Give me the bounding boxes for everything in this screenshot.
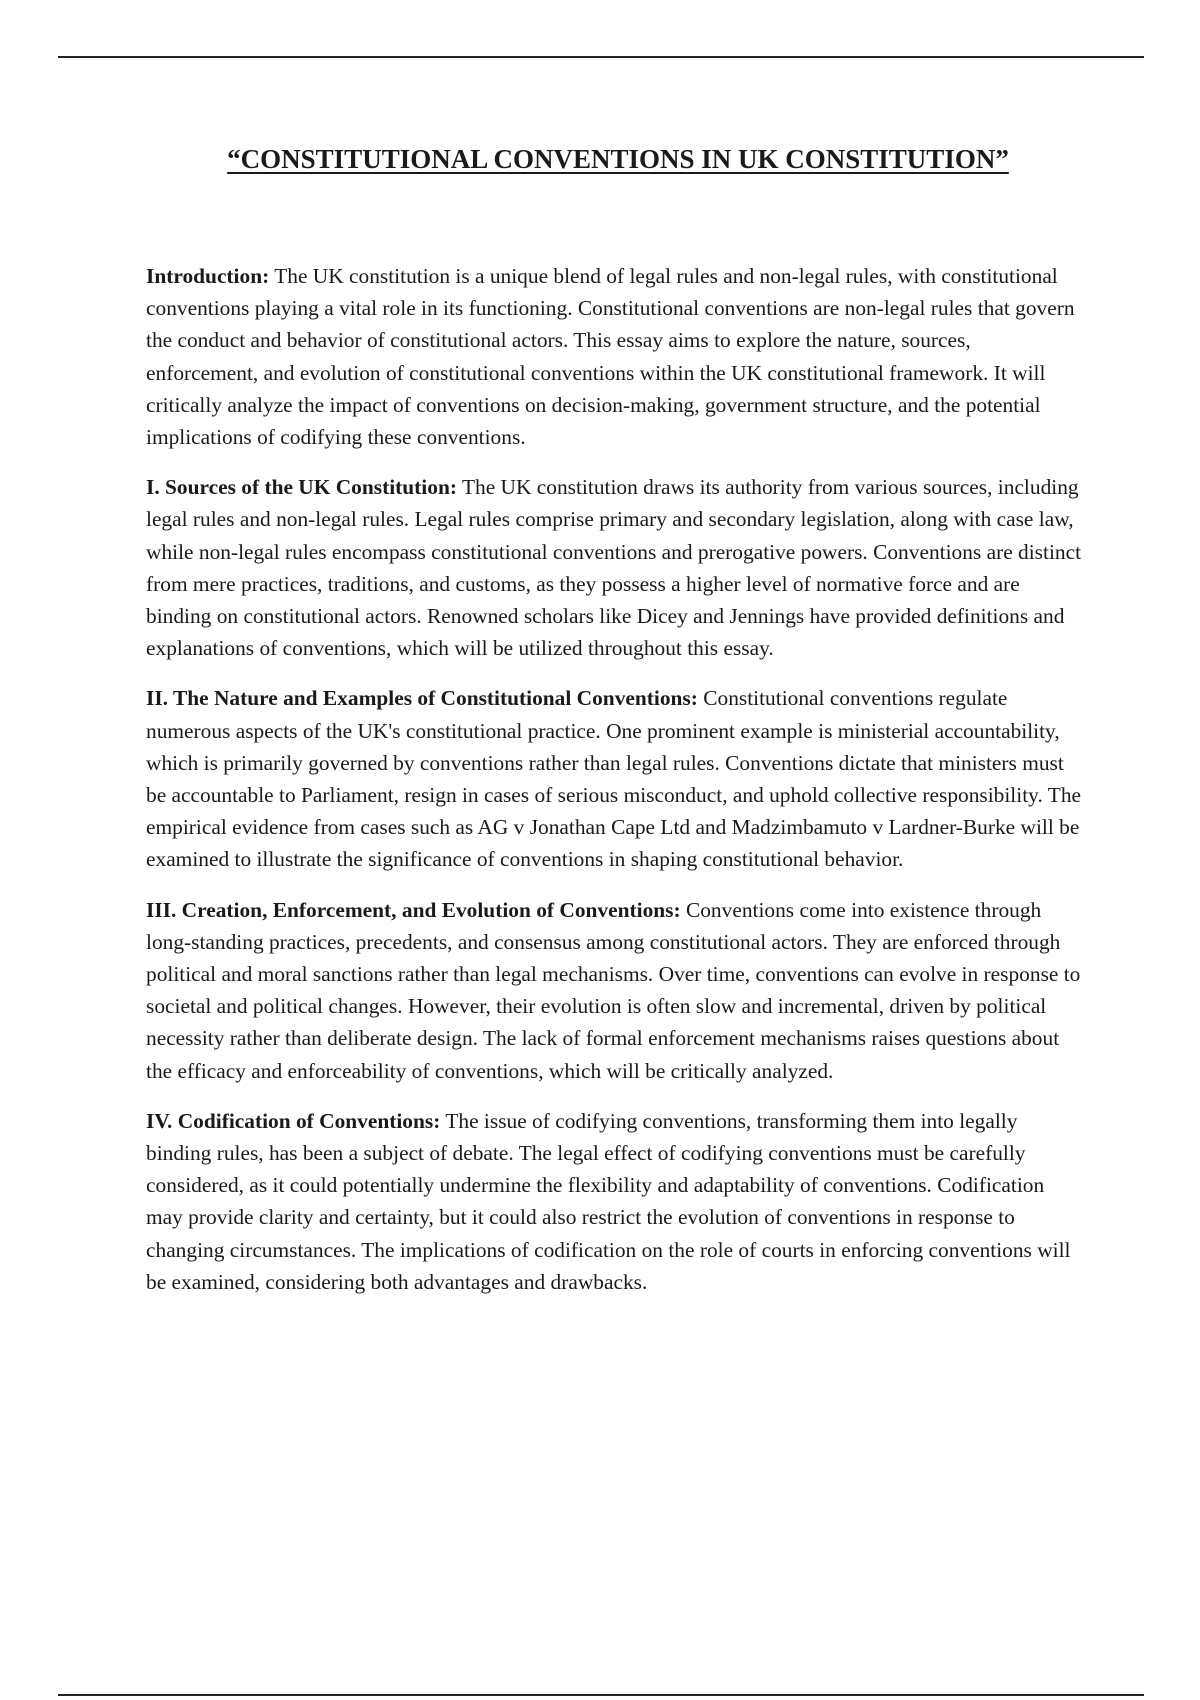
page-title — [0, 144, 1200, 175]
section-text: The UK constitution draws its authority from various sources, including legal rules and non-legal rules. Legal rules comprise primary and secondary legislation, along with case law, while non-legal rules encompass constitutional conventions and prerogative powers. Conventions are distinct from mere practices, traditions, and customs, as they possess a higher level of normative force and are binding on constitutional actors. Renowned scholars like Dicey and Jennings have provided definitions and explanations of conventions, which will be utilized throughout this essay. — [146, 475, 1082, 661]
essay-body — [146, 260, 1086, 1316]
section-text: Conventions come into existence through long-standing practices, precedents, and consensus among constitutional actors. They are enforced through political and moral sanctions rather than legal mechanisms. Over time, conventions can evolve in response to societal and political changes. However, their evolution is often slow and incremental, driven by political necessity rather than deliberate design. The lack of formal enforcement mechanisms raises questions about the efficacy and enforceability of conventions, which will be critically analyzed. — [146, 897, 1081, 1083]
section-text: Constitutional conventions regulate numerous aspects of the UK's constitutional practice. One prominent example is ministerial accountability, which is primarily governed by conventions rather than legal rules. Conventions dictate that ministers must be accountable to Parliament, resign in cases of serious misconduct, and uphold collective responsibility. The empirical evidence from cases such as AG v Jonathan Cape Ltd and Madzimbamuto v Lardner-Burke will be examined to illustrate the significance of conventions in shaping constitutional behavior. — [146, 686, 1082, 872]
section-nature-examples — [146, 682, 1086, 875]
section-heading: IV. Codification of Conventions: — [146, 1108, 441, 1133]
section-text: The issue of codifying conventions, transforming them into legally binding rules, has been a subject of debate. The legal effect of codifying conventions must be carefully considered, as it could potentially undermine the flexibility and adaptability of conventions. Codification may provide clarity and certainty, but it could also restrict the evolution of conventions in response to changing circumstances. The implications of codification on the role of courts in enforcing conventions will be examined, considering both advantages and drawbacks. — [146, 1108, 1071, 1294]
section-heading: I. Sources of the UK Constitution: — [146, 475, 457, 500]
section-introduction — [146, 260, 1086, 453]
section-codification — [146, 1105, 1086, 1298]
section-creation-enforcement — [146, 894, 1086, 1087]
section-text: The UK constitution is a unique blend of legal rules and non-legal rules, with constitutional conventions playing a vital role in its functioning. Constitutional conventions are non-legal rules that govern the conduct and behavior of constitutional actors. This essay aims to explore the nature, sources, enforcement, and evolution of constitutional conventions within the UK constitutional framework. It will critically analyze the impact of conventions on decision-making, government structure, and the potential implications of codifying these conventions. — [146, 264, 1075, 450]
section-heading: II. The Nature and Examples of Constitutional Conventions: — [146, 686, 698, 711]
section-heading: Introduction: — [146, 264, 270, 288]
top-rule — [58, 56, 1144, 58]
section-sources — [146, 471, 1086, 664]
page-title-text: “CONSTITUTIONAL CONVENTIONS IN UK CONSTITUTION” — [227, 144, 1009, 174]
section-heading: III. Creation, Enforcement, and Evolution of Conventions: — [146, 897, 681, 922]
bottom-rule — [58, 1694, 1144, 1696]
